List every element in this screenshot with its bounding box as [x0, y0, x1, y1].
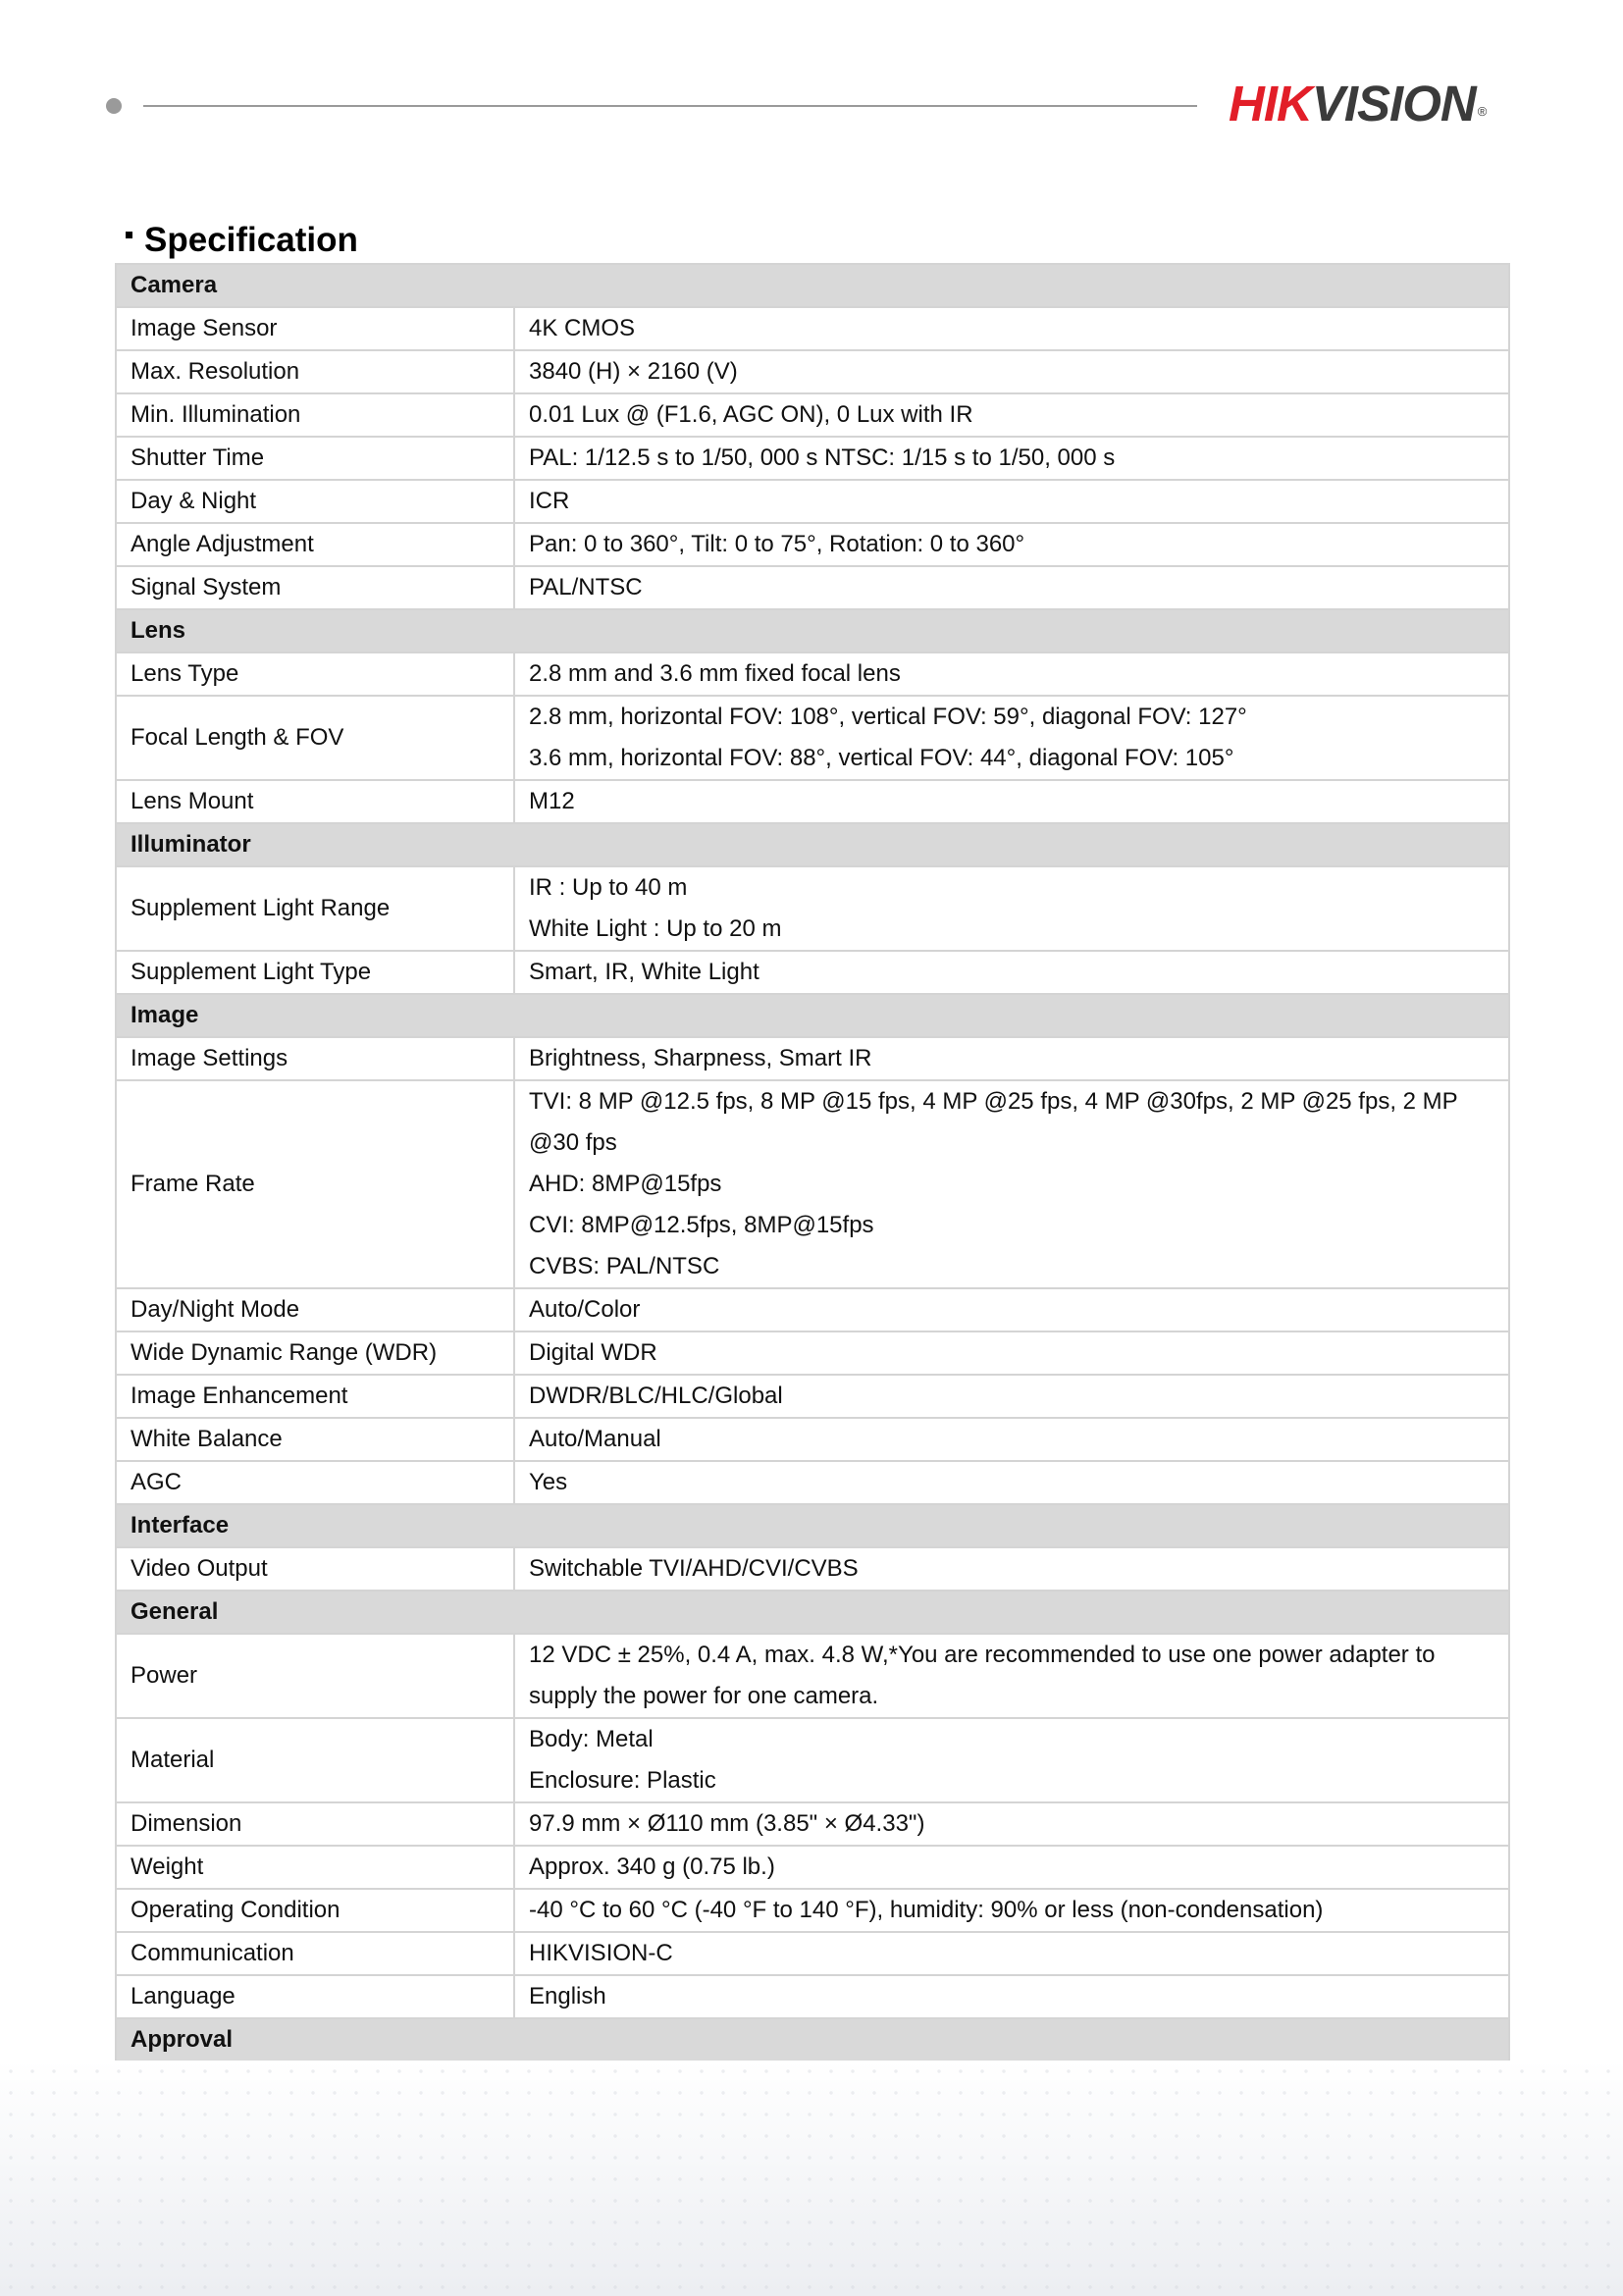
spec-value [514, 1288, 1509, 1331]
spec-value [514, 566, 1509, 609]
spec-label: Operating Condition [116, 1889, 514, 1932]
spec-value-line: M12 [529, 788, 575, 814]
spec-table-body [116, 264, 1509, 2105]
spec-value-line: Yes [529, 1469, 568, 1495]
spec-value [514, 1375, 1509, 1418]
logo-registered-mark: ® [1477, 104, 1487, 119]
spec-label: Wide Dynamic Range (WDR) [116, 1331, 514, 1375]
table-row [116, 1037, 1509, 1080]
spec-value [514, 480, 1509, 523]
spec-label: Image Enhancement [116, 1375, 514, 1418]
table-row [116, 1375, 1509, 1418]
table-row [116, 652, 1509, 696]
spec-value [514, 1802, 1509, 1846]
section-header: Approval [116, 2018, 1509, 2061]
spec-label: Image Sensor [116, 307, 514, 350]
logo-vision: VISION [1311, 76, 1476, 131]
spec-value [514, 523, 1509, 566]
table-row [116, 866, 1509, 951]
spec-value-line: -40 °C to 60 °C (-40 °F to 140 °F), humidity: 90% or less (non-condensation) [529, 1897, 1324, 1923]
section-header: Camera [116, 264, 1509, 307]
spec-value-line: 2.8 mm and 3.6 mm fixed focal lens [529, 660, 901, 687]
spec-label: Image Settings [116, 1037, 514, 1080]
spec-value-line: White Light : Up to 20 m [529, 915, 782, 942]
logo-hik: HIK [1229, 76, 1312, 131]
page-title [126, 218, 358, 263]
spec-label: Day/Night Mode [116, 1288, 514, 1331]
table-row [116, 393, 1509, 437]
spec-value-line: Auto/Manual [529, 1426, 661, 1452]
spec-value [514, 1331, 1509, 1375]
spec-label: Focal Length & FOV [116, 696, 514, 780]
table-row [116, 523, 1509, 566]
spec-value-line: English [529, 1983, 606, 2009]
section-header-row [116, 1504, 1509, 1547]
table-row [116, 1975, 1509, 2018]
spec-label: Dimension [116, 1802, 514, 1846]
table-row [116, 307, 1509, 350]
spec-value-line: Switchable TVI/AHD/CVI/CVBS [529, 1555, 859, 1582]
page-title-text: Specification [144, 221, 358, 259]
table-row [116, 1547, 1509, 1591]
spec-value [514, 393, 1509, 437]
spec-value-line: Digital WDR [529, 1339, 657, 1366]
spec-value [514, 350, 1509, 393]
spec-value [514, 652, 1509, 696]
spec-value [514, 1975, 1509, 2018]
title-bullet-icon [126, 232, 132, 238]
spec-value-line: 97.9 mm × Ø110 mm (3.85" × Ø4.33") [529, 1810, 925, 1837]
spec-label: Power [116, 1634, 514, 1718]
spec-value-line: Auto/Color [529, 1296, 641, 1323]
spec-label: Supplement Light Range [116, 866, 514, 951]
spec-value [514, 307, 1509, 350]
table-row [116, 437, 1509, 480]
spec-value-line: 2.8 mm, horizontal FOV: 108°, vertical FOV: 59°, diagonal FOV: 127° [529, 704, 1247, 730]
spec-value [514, 866, 1509, 951]
section-header: Illuminator [116, 823, 1509, 866]
spec-value-line: 3840 (H) × 2160 (V) [529, 358, 738, 385]
table-row [116, 696, 1509, 780]
spec-label: AGC [116, 1461, 514, 1504]
spec-label: Day & Night [116, 480, 514, 523]
spec-label: Shutter Time [116, 437, 514, 480]
section-header: Lens [116, 609, 1509, 652]
spec-value [514, 1932, 1509, 1975]
spec-value-line: PAL: 1/12.5 s to 1/50, 000 s NTSC: 1/15 s to 1/50, 000 s [529, 444, 1116, 471]
spec-label: Material [116, 1718, 514, 1802]
spec-value [514, 951, 1509, 994]
spec-label: Supplement Light Type [116, 951, 514, 994]
spec-label: Video Output [116, 1547, 514, 1591]
spec-label: Min. Illumination [116, 393, 514, 437]
table-row [116, 1080, 1509, 1288]
table-row [116, 1846, 1509, 1889]
spec-label: Signal System [116, 566, 514, 609]
section-header: Image [116, 994, 1509, 1037]
table-row [116, 951, 1509, 994]
spec-value [514, 1634, 1509, 1718]
section-header: General [116, 1591, 1509, 1634]
table-row [116, 1802, 1509, 1846]
section-header-row [116, 609, 1509, 652]
section-header-row [116, 994, 1509, 1037]
spec-value [514, 437, 1509, 480]
spec-value-line: ICR [529, 488, 570, 514]
header-dot [106, 98, 122, 114]
spec-label: Lens Type [116, 652, 514, 696]
section-header-row [116, 2018, 1509, 2061]
spec-value-line: Body: Metal [529, 1726, 654, 1752]
table-row [116, 1331, 1509, 1375]
header-divider [143, 105, 1197, 107]
table-row [116, 566, 1509, 609]
spec-value [514, 1418, 1509, 1461]
spec-value-line: Enclosure: Plastic [529, 1767, 716, 1794]
spec-value [514, 780, 1509, 823]
hikvision-logo [1229, 75, 1487, 133]
table-row [116, 1889, 1509, 1932]
spec-label: Frame Rate [116, 1080, 514, 1288]
spec-label: Language [116, 1975, 514, 2018]
spec-value-line: CVBS: PAL/NTSC [529, 1253, 720, 1279]
table-row [116, 1718, 1509, 1802]
spec-value [514, 696, 1509, 780]
spec-value-line: 12 VDC ± 25%, 0.4 A, max. 4.8 W,*You are recommended to use one power adapter to supply the power for one camera. [529, 1642, 1436, 1709]
spec-value-line: PAL/NTSC [529, 574, 643, 600]
spec-label: White Balance [116, 1418, 514, 1461]
spec-value-line: 3.6 mm, horizontal FOV: 88°, vertical FOV: 44°, diagonal FOV: 105° [529, 745, 1234, 771]
spec-value-line: AHD: 8MP@15fps [529, 1171, 722, 1197]
spec-label: Angle Adjustment [116, 523, 514, 566]
spec-value-line: TVI: 8 MP @12.5 fps, 8 MP @15 fps, 4 MP @25 fps, 4 MP @30fps, 2 MP @25 fps, 2 MP @30 fps [529, 1088, 1458, 1156]
spec-value-line: HIKVISION-C [529, 1940, 673, 1966]
section-header-row [116, 823, 1509, 866]
table-row [116, 1932, 1509, 1975]
spec-value-line: IR : Up to 40 m [529, 874, 688, 901]
spec-value [514, 1846, 1509, 1889]
spec-value-line: Smart, IR, White Light [529, 959, 759, 985]
spec-value [514, 1037, 1509, 1080]
table-row [116, 480, 1509, 523]
table-row [116, 780, 1509, 823]
table-row [116, 1461, 1509, 1504]
table-row [116, 1634, 1509, 1718]
spec-value-line: Approx. 340 g (0.75 lb.) [529, 1853, 775, 1880]
spec-label: Communication [116, 1932, 514, 1975]
spec-value-line: Pan: 0 to 360°, Tilt: 0 to 75°, Rotation: 0 to 360° [529, 531, 1025, 557]
spec-value-line: 4K CMOS [529, 315, 636, 341]
spec-value [514, 1080, 1509, 1288]
spec-value-line: 0.01 Lux @ (F1.6, AGC ON), 0 Lux with IR [529, 401, 973, 428]
spec-value [514, 1461, 1509, 1504]
section-header-row [116, 1591, 1509, 1634]
spec-value-line: Brightness, Sharpness, Smart IR [529, 1045, 872, 1071]
footer-background [0, 2061, 1623, 2296]
section-header: Interface [116, 1504, 1509, 1547]
spec-label: Lens Mount [116, 780, 514, 823]
spec-value [514, 1718, 1509, 1802]
spec-value-line: DWDR/BLC/HLC/Global [529, 1383, 783, 1409]
table-row [116, 350, 1509, 393]
spec-label: Weight [116, 1846, 514, 1889]
spec-value-line: CVI: 8MP@12.5fps, 8MP@15fps [529, 1212, 874, 1238]
section-header-row [116, 264, 1509, 307]
spec-table [115, 263, 1510, 2106]
spec-value [514, 1889, 1509, 1932]
table-row [116, 1288, 1509, 1331]
spec-label: Max. Resolution [116, 350, 514, 393]
table-row [116, 1418, 1509, 1461]
spec-value [514, 1547, 1509, 1591]
